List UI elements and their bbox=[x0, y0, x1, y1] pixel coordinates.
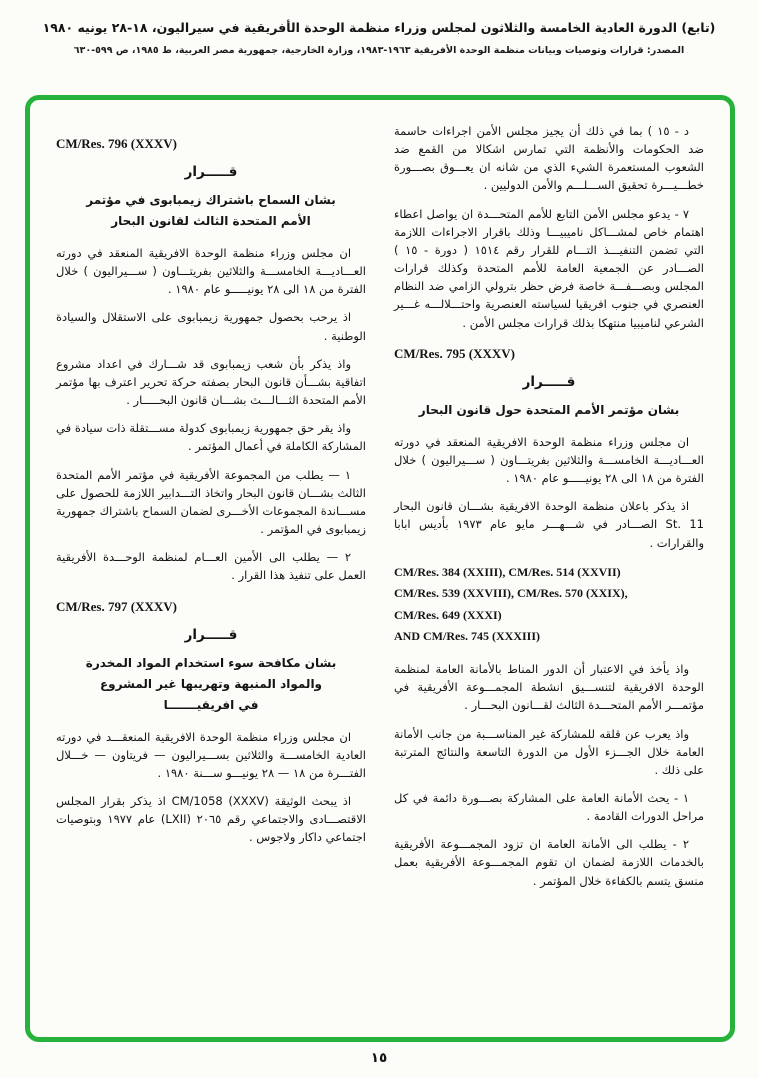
header-title: (تابع) الدورة العادية الخامسة والثلاثون لمجلس وزراء منظمة الوحدة الأفريقية في سيراليون، ١٨-٢٨ يونيه ١٩٨٠ bbox=[42, 20, 716, 35]
paragraph: د - ١٥ ) بما في ذلك أن يجيز مجلس الأمن اجراءات حاسمة ضد الحكومات والأنظمة التي تمارس اشكالا من القمع ضد الشعوب المستعمرة الشيء الذي من شانه ان يعـــوق بصـــورة خطـــيـــرة تحقيق الســـلـــم والأمن الدوليين . bbox=[394, 124, 704, 193]
text-line: AND CM/Res. 745 (XXXIII) bbox=[394, 629, 540, 644]
page-number: ١٥ bbox=[370, 1050, 388, 1066]
paragraph: واذ يأخذ في الاعتبار أن الدور المناط بالأمانة العامة لمنظمة الوحدة الافريقية لتنســـيق انشطة المجمـــوعة الأفريقية في مؤتمـــر الأمم المتحـــدة الثالث لقـــانون البحـــار . bbox=[394, 662, 704, 713]
paragraph: واذ يذكر بأن شعب زيمبابوى قد شـــارك في اعداد مشروع اتفاقية بشـــأن قانون البحار بصفته حركة تحرير اعترف بها مؤتمر الأمم المتحدة الثـــالـــث بشـــان قانون البحـــــار . bbox=[56, 356, 366, 408]
paragraph: ١ — يطلب من المجموعة الأفريقية في مؤتمر الأمم المتحدة الثالث بشـــان قانون البحار واتخاذ التـــدابير اللازمة للحصول على مســـاندة المجموعات الأخـــرى لضمان السماح باشتراك جمهورية زيمبابوى في المؤتمر . bbox=[56, 467, 366, 537]
paragraph: ٢ — يطلب الى الأمين العـــام لمنظمة الوحـــدة الأفريقية العمل على تنفيذ هذا القرار . bbox=[56, 550, 366, 583]
paragraph: اذ يذكر باعلان منظمة الوحدة الافريقية بشـــان قانون البحار St. 11 الصـــادر في شـــهـــر مايو عام ١٩٧٣ بأديس ابابا والقرارات . bbox=[394, 499, 704, 550]
two-column-layout bbox=[56, 122, 704, 1019]
text-line: بشان مكافحة سوء استخدام المواد المخدرة bbox=[85, 655, 337, 670]
text-line: CM/Res. 539 (XXVIII), CM/Res. 570 (XXIX), bbox=[394, 586, 628, 601]
left-text-column bbox=[56, 122, 366, 1019]
paragraph: ان مجلس وزراء منظمة الوحدة الافريقية المنعقد في دورته العـــاديـــة الخامســـة والثلاثين بفريتـــاون ( ســـيراليون ) خلال الفترة من ١٨ الى ٢٨ يونيـــــو عام ١٩٨٠ . bbox=[56, 246, 366, 297]
header-source: المصدر: قرارات وتوصيات وبيانات منظمة الوحدة الأفريقية ١٩٦٣-١٩٨٣، وزارة الخارجية، جمهورية مصر العربية، ط ١٩٨٥، ص ٥٩٩-٦٣٠ bbox=[73, 45, 685, 56]
paragraph: ان مجلس وزراء منظمة الوحدة الافريقية المنعقد في دورته العـــاديـــة الخامســـة والثلاثين بفريتـــاون ( ســـيراليون ) خلال الفترة من ١٨ الى ٢٨ يونيـــــو عام ١٩٨٠ . bbox=[394, 434, 704, 486]
green-border-frame bbox=[25, 95, 735, 1042]
resolution-subtitle bbox=[394, 400, 704, 421]
text-line: الأمم المتحدة الثالث لقانون البحار bbox=[111, 214, 311, 228]
paragraph: ٢ - يطلب الى الأمانة العامة ان تزود المجمـــوعة الأفريقية بالخدمات اللازمة لضمان ان تقوم المجمـــوعة الأفريقية بعمل منسق يتسم بالكفاءة خلال المؤتمر . bbox=[394, 837, 704, 888]
text-line: CM/Res. 649 (XXXI) bbox=[394, 607, 502, 622]
page-header bbox=[0, 20, 758, 56]
paragraph: اذ يبحث الوثيقة CM/1058 (XXXV) اذ يذكر بقرار المجلس الاقتصـــادى والاجتماعي رقم ٢٠٦٥ (LXII) عام ١٩٧٧ وبتوصيات اجتماعي داكار ولاجوس . bbox=[56, 793, 366, 845]
paragraph: ان مجلس وزراء منظمة الوحدة الافريقية المنعقـــد في دورته العادية الخامســـة والثلاثين بســـيراليون — فريتاون — خـــلال الفتـــرة من ١٨ — ٢٨ يونيـــو ســـنة ١٩٨٠ . bbox=[56, 729, 366, 780]
paragraph: ١ - يحث الأمانة العامة على المشاركة بصـــورة دائمة في كل مراحل الدورات القادمة . bbox=[394, 790, 704, 824]
resolution-id: CM/Res. 797 (XXXV) bbox=[56, 598, 177, 614]
resolution-title: قـــــرار bbox=[184, 626, 238, 643]
resolution-subtitle bbox=[56, 653, 366, 716]
resolution-title: قـــــرار bbox=[522, 373, 576, 390]
resolution-references bbox=[394, 562, 704, 648]
paragraph: ٧ - يدعو مجلس الأمن التابع للأمم المتحـــدة ان يواصل اعطاء اهتمام خاص لمشـــاكل ناميبيـــا وذلك باقرار الاجراءات اللازمة التي تضمن التنفيـــذ التـــام للقرار رقم ١٥١٤ ( دورة - ١٥ ) الصـــادر عن الجمعية العامة للأمم المتحدة وكذلك قرارات المجلس وبصـــفـــة خاصة فرض حظر بترولي الزامي ضد النظام العنصري في جنوب افريقيا لسياسته العنصرية واحتـــلالـــه غـــير الشرعي لناميبيا منتهكا بذلك قرارات مجلس الأمن . bbox=[394, 206, 704, 330]
resolution-id: CM/Res. 796 (XXXV) bbox=[56, 136, 177, 151]
text-line: في افريقيـــــــا bbox=[163, 697, 259, 712]
text-line: بشان السماح باشتراك زيمبابوى في مؤتمر bbox=[86, 193, 336, 207]
resolution-subtitle bbox=[56, 190, 366, 232]
text-line: بشان مؤتمر الأمم المتحدة حول قانون البحار bbox=[418, 402, 680, 417]
paragraph: واذ يعرب عن قلقه للمشاركة غير المناســـبة من جانب الأمانة العامة خلال الجـــزء الأول من الدورة التاسعة والنتائج المترتبة على ذلك . bbox=[394, 726, 704, 777]
resolution-title: قـــــرار bbox=[184, 164, 238, 180]
text-line: CM/Res. 384 (XXIII), CM/Res. 514 (XXVII) bbox=[394, 564, 621, 579]
resolution-id: CM/Res. 795 (XXXV) bbox=[394, 345, 515, 361]
paragraph: اذ يرحب بحصول جمهورية زيمبابوى على الاستقلال والسيادة الوطنية . bbox=[56, 310, 366, 343]
right-text-column bbox=[394, 122, 704, 1019]
paragraph: واذ يقر حق جمهورية زيمبابوى كدولة مســـتقلة ذات سيادة في المشاركة الكاملة في أعمال المؤتمر . bbox=[56, 421, 366, 454]
text-line: والمواد المنبهة وتهريبها غير المشروع bbox=[99, 676, 323, 691]
